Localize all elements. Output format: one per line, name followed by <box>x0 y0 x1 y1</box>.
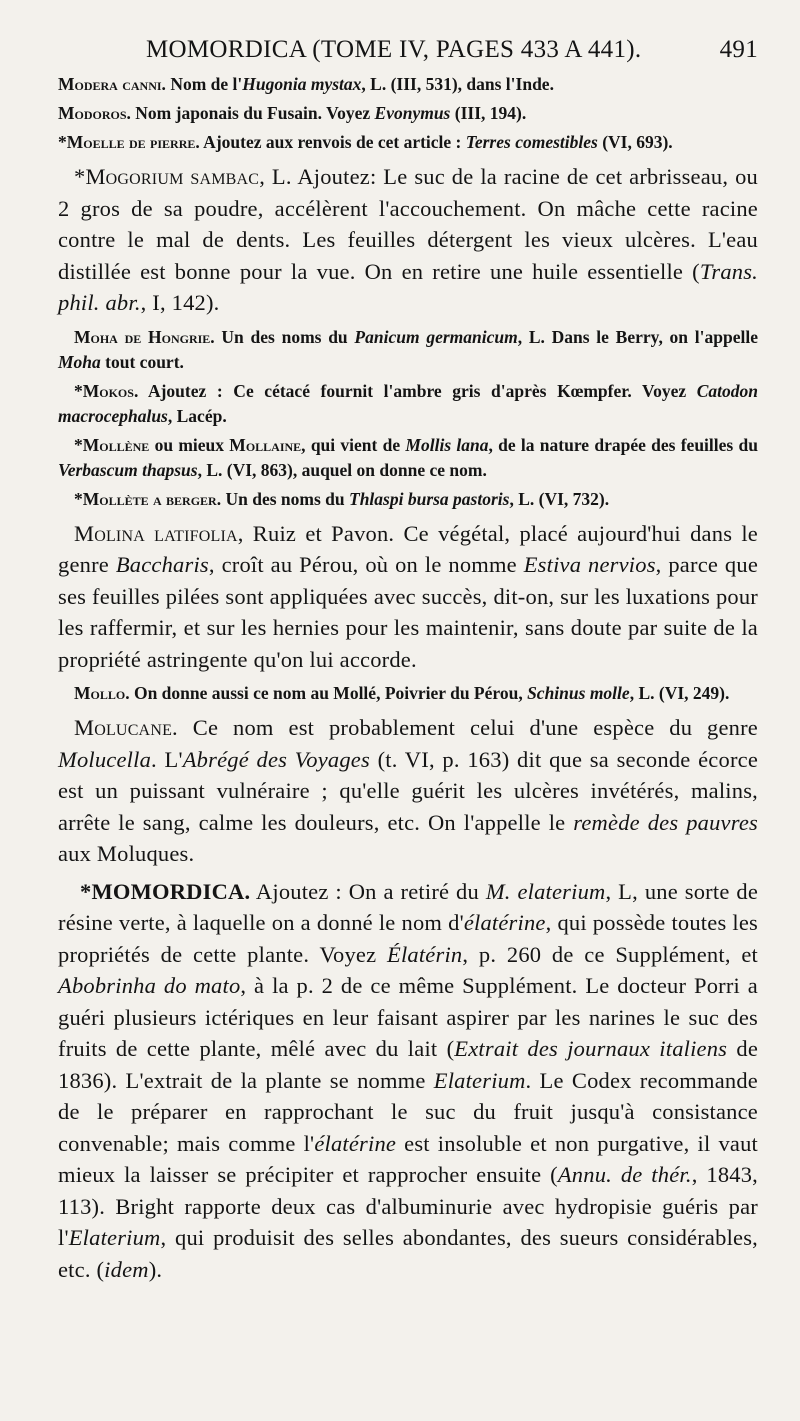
entry-mollete-a-berger <box>58 487 758 512</box>
entry-modera-canni <box>58 72 758 97</box>
entry-text: (VI, 693). <box>597 132 673 152</box>
entry-text: , L. (VI, 249). <box>629 683 730 703</box>
entry-text: de 1836). L'extrait de la plante se nomme <box>58 1036 759 1093</box>
entry-text: Un des noms du <box>214 326 355 347</box>
entry-italic: Schinus molle <box>527 683 630 703</box>
entry-head: Mollo. <box>74 683 130 703</box>
entry-text: Ajoutez : Ce cétacé fournit l'ambre gris d'après Kœmpfer. Voyez <box>138 380 697 401</box>
entry-italic: Elaterium <box>68 1225 161 1250</box>
entry-head: *MOMORDICA. <box>80 878 251 904</box>
entry-head: *Mollène <box>74 434 150 455</box>
entry-text: tout court. <box>100 351 184 372</box>
entry-italic: remède des pauvres <box>573 809 758 835</box>
entry-mollene <box>58 433 758 483</box>
running-title: MOMORDICA (TOME IV, PAGES 433 A 441). <box>146 36 642 63</box>
entry-italic: idem <box>104 1256 149 1282</box>
entry-italic: Mollis lana <box>405 434 489 455</box>
entry-text: aux Moluques. <box>58 841 195 866</box>
entry-italic: Molucella <box>58 746 152 772</box>
entry-mogorium-sambac <box>58 161 758 319</box>
entry-text: , L. (III, 531), dans l'Inde. <box>361 74 554 94</box>
entry-text: , croît au Pérou, où on le nomme <box>208 552 524 577</box>
entry-head: Modera canni. <box>58 74 166 94</box>
entry-momordica <box>58 876 758 1286</box>
entry-head: *Mogorium sambac <box>74 164 260 189</box>
entry-italic: M. elaterium <box>485 878 606 904</box>
entry-text: , L. (VI, 732). <box>509 488 610 509</box>
entry-text: (III, 194). <box>450 103 527 123</box>
entry-text: Ce nom est probablement celui d'une espèce du genre <box>177 715 758 740</box>
entry-text: , Ruiz et Pavon. Ce végétal, placé aujourd'hui dans le genre <box>58 520 758 577</box>
entry-text: Nom japonais du Fusain. Voyez <box>130 103 375 123</box>
entry-italic: Thlaspi bursa pastoris <box>349 488 510 509</box>
entry-head: *Moelle de pierre. <box>58 132 200 152</box>
entry-italic: Elaterium <box>433 1067 526 1093</box>
entry-italic: Abrégé des Voyages <box>182 746 370 772</box>
entry-text: (t. VI, p. 163) dit que sa seconde écorce est un puissant vulnéraire ; qu'elle guérit les ulcères invétérés, malins, arrête le sang, calme les douleurs, etc. On l'appelle le <box>58 746 759 835</box>
entry-italic: Baccharis <box>115 552 209 577</box>
entry-moha-de-hongrie <box>58 325 758 375</box>
entry-italic: Evonymus <box>374 103 451 123</box>
page-header <box>146 36 758 64</box>
entry-moelle-de-pierre <box>58 130 758 155</box>
entry-italic: Abobrinha do mato <box>58 973 241 998</box>
entry-text: , parce que ses feuilles pilées sont appliquées avec succès, dit-on, sur les luxations pour les raffermir, et sur les hernies pour les maintenir, sans doute par suite de la propriété astringente qu'on lui accorde. <box>58 552 759 672</box>
entry-head: Mollaine <box>229 434 302 455</box>
entry-italic: Élatérin <box>387 941 463 967</box>
entry-head: Moha de Hongrie. <box>74 326 215 347</box>
entry-italic: Annu. de thér. <box>557 1162 692 1187</box>
entry-italic: Verbascum thapsus <box>58 459 198 480</box>
entry-molina-latifolia <box>58 518 758 676</box>
entry-text: ou mieux <box>149 434 230 455</box>
entry-italic: Panicum germanicum <box>354 326 518 347</box>
entry-italic: élatérine <box>314 1130 397 1156</box>
entry-text: , L. Ajoutez: Le suc de la racine de cet arbrisseau, ou 2 gros de sa poudre, accélèrent l'accouchement. On mâche cette racine contre le mal de dents. Les feuilles détergent les vieux ulcères. L'eau distillée est bonne pour la vue. On en retire une huile essentielle ( <box>58 164 758 284</box>
entry-italic: élatérine <box>463 910 546 935</box>
entry-mokos <box>58 379 758 429</box>
entry-text: , L, une sorte de résine verte, à laquelle on a donné le nom d' <box>58 878 758 935</box>
entry-text: , Lacép. <box>167 405 227 426</box>
entry-text: , 1843, 113). Bright rapporte deux cas d'albuminurie avec hydropisie guéris par l' <box>58 1162 758 1250</box>
entry-text: Ajoutez aux renvois de cet article : <box>199 132 466 152</box>
entry-text: , à la p. 2 de ce même Supplément. Le docteur Porri a guéri plusieurs ictériques en leur faisant aspirer par les narines le suc des fruits de cette plante, mêlé avec du lait ( <box>58 973 758 1061</box>
entry-text: , p. 260 de ce Supplément, et <box>462 941 758 967</box>
entry-text: , qui produisit des selles abondantes, des sueurs considérables, etc. ( <box>58 1225 758 1282</box>
entry-italic: Extrait des journaux italiens <box>454 1036 728 1061</box>
entry-head: Molina latifolia <box>74 520 238 546</box>
entry-italic: Estiva nervios <box>523 552 656 577</box>
entry-text: . Le Codex recommande de le préparer en rapprochant le suc du fruit jusqu'à consistance convenable; mais comme l' <box>58 1067 758 1156</box>
entry-modoros <box>58 101 758 126</box>
entry-mollo <box>58 681 758 706</box>
entry-head: Molucane. <box>74 715 178 740</box>
entry-head: Modoros. <box>58 103 131 123</box>
entry-text: Ajoutez : On a retiré du <box>250 878 486 904</box>
entry-text: , qui vient de <box>301 434 406 455</box>
entry-head: *Mollète a berger. <box>74 488 222 509</box>
entry-text: On donne aussi ce nom au Mollé, Poivrier du Pérou, <box>129 683 528 703</box>
entry-text: , I, 142). <box>140 290 220 315</box>
entry-text: . L' <box>151 746 183 772</box>
page-number: 491 <box>719 36 758 63</box>
entry-text: , L. (VI, 863), auquel on donne ce nom. <box>197 459 487 480</box>
entry-text: Nom de l' <box>165 74 243 94</box>
entry-text: , qui possède toutes les propriétés de cette plante. Voyez <box>58 910 759 967</box>
entry-italic: Hugonia mystax <box>242 74 362 94</box>
entry-italic: Terres comestibles <box>465 132 598 152</box>
entry-text: , L. Dans le Berry, on l'appelle <box>517 326 758 347</box>
entry-head: *Mokos. <box>74 380 139 401</box>
entry-text: est insoluble et non purgative, il vaut mieux la laisser se précipiter et rapprocher ensuite ( <box>58 1130 759 1187</box>
entry-italic: Moha <box>58 351 101 372</box>
entry-italic: Trans. phil. abr. <box>58 258 758 315</box>
entry-italic: Catodon macrocephalus <box>58 380 758 426</box>
entry-molucane <box>58 712 758 870</box>
entry-text: ). <box>148 1256 163 1282</box>
entry-text: , de la nature drapée des feuilles du <box>488 434 758 455</box>
entry-text: Un des noms du <box>221 488 349 509</box>
